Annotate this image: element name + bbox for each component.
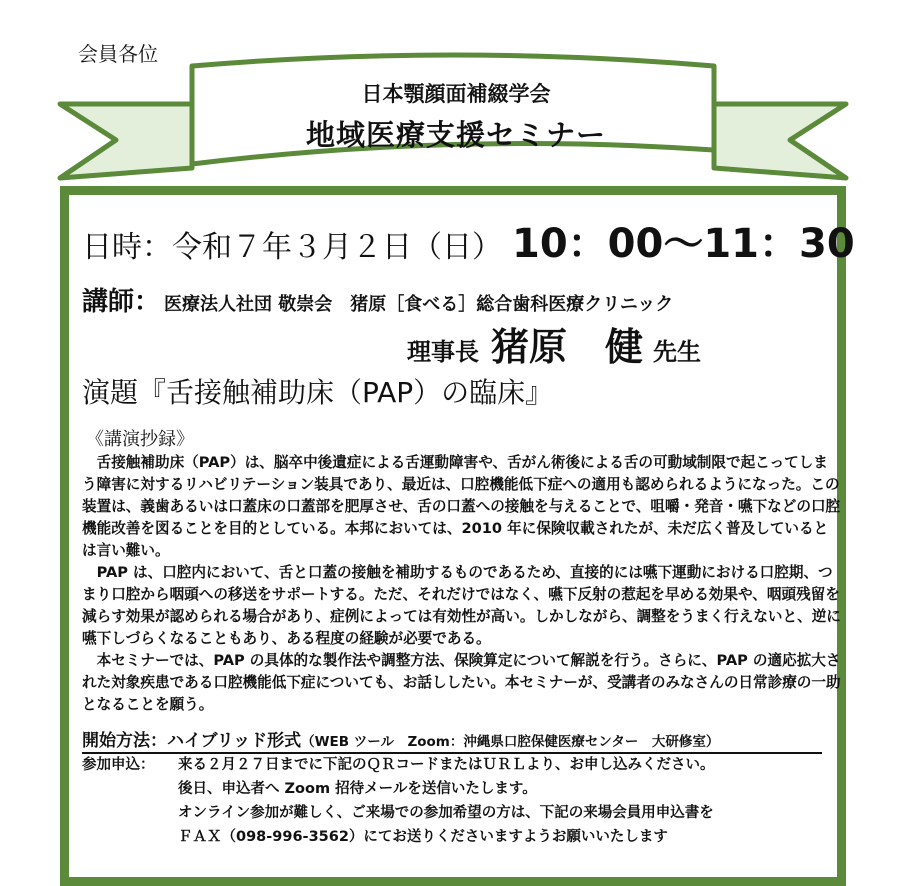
abstract-paragraph: 本セミナーでは、PAP の具体的な製作法や調整方法、保険算定について解説を行う。さらに、PAP の適応拡大された対象疾患である口腔機能低下症についても、お話ししたい。本セミナーが、受講者のみなさんの日常診療の一助となることを願う。 — [82, 652, 841, 713]
method-label: 開始方法：ハイブリッド形式 — [82, 731, 302, 751]
lecture-topic: 演題『舌接触補助床（PAP）の臨床』 — [82, 376, 554, 409]
abstract-paragraph: 舌接触補助床（PAP）は、脳卒中後遺症による舌運動障害や、舌がん術後による舌の可動域制限で起こってしまう障害に対するリハビリテーション装具であり、最近は、口腔機能低下症への適用も認められるようになった。この装置は、義歯あるいは口蓋床の口蓋部を肥厚させ、舌の口蓋への接触を与えることで、咀嚼・発音・嚥下などの口腔機能改善を図ることを目的としている。本邦においては、2010 年に保険収載されたが、未だ広く普及しているとは言い難い。 — [82, 454, 841, 559]
method-detail: （WEB ツール Zoom：沖縄県口腔保健医療センター 大研修室） — [301, 734, 720, 750]
lecturer-name-line — [407, 316, 701, 371]
ribbon-left-tail — [60, 104, 192, 178]
abstract-paragraph: PAP は、口腔内において、舌と口蓋の接触を補助するものであるため、直接的には嚥下運動における口腔期、つまり口腔から咽頭への移送をサポートする。ただ、それだけではなく、嚥下反射の惹起を早める効果や、咽頭残留を減らす効果が認められる場合があり、症例によっては有効性が高い。しかしながら、調整をうまく行えないと、逆に嚥下しづらくなることもあり、ある程度の経験が必要である。 — [82, 564, 841, 647]
lecturer-name: 猪原 健 — [491, 325, 644, 369]
abstract-body — [82, 452, 842, 716]
application-line: 来る２月２７日までに下記のＱＲコードまたはＵＲＬより、お申し込みください。 — [178, 757, 715, 773]
application-label: 参加申込： — [82, 757, 155, 773]
lecturer-line — [82, 281, 673, 318]
application-line: オンライン参加が難しく、ご来場での参加希望の方は、下記の来場会員用申込書を — [178, 805, 714, 821]
seminar-title: 地域医療支援セミナー — [305, 118, 606, 152]
organization-name: 日本顎顔面補綴学会 — [361, 82, 551, 106]
lecturer-affiliation: 医療法人社団 敬崇会 猪原［食べる］総合歯科医療クリニック — [164, 294, 674, 315]
event-time: 10：00～11：30 — [512, 221, 855, 267]
meeting-method — [82, 726, 822, 754]
ribbon-right-tail — [714, 104, 846, 178]
addressee: 会員各位 — [78, 42, 158, 66]
abstract-heading: 《講演抄録》 — [86, 429, 194, 450]
application-line: ＦＡＸ（098-996-3562）にてお送りくださいますようお願いいたします — [178, 829, 668, 845]
event-datetime — [82, 212, 855, 269]
application-line: 後日、申込者へ Zoom 招待メールを送信いたします。 — [178, 781, 537, 797]
datetime-label: 日時：令和７年３月２日（日） — [82, 230, 502, 265]
lecturer-honorific: 先生 — [653, 338, 702, 366]
lecturer-position: 理事長 — [407, 338, 479, 366]
lecturer-label: 講師： — [82, 287, 161, 317]
